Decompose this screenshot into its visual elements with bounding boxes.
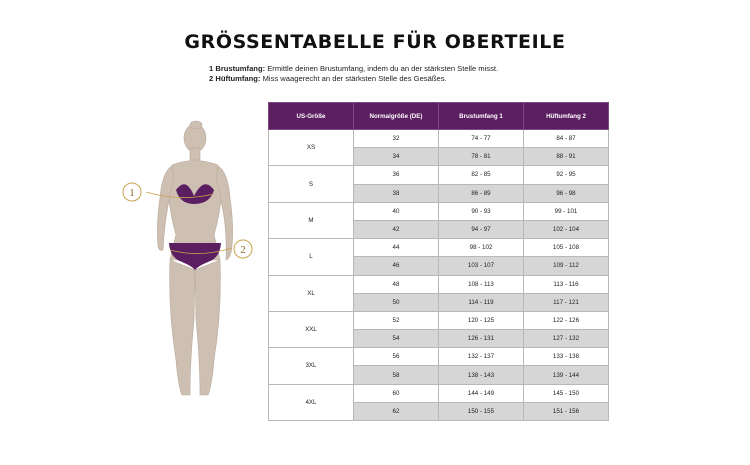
hip-cell: 92 - 95	[524, 166, 609, 184]
chest-cell: 126 - 131	[439, 330, 524, 348]
size-table-body	[269, 130, 609, 421]
de-size-cell: 34	[354, 148, 439, 166]
hip-cell: 84 - 87	[524, 130, 609, 148]
table-row	[269, 239, 609, 257]
table-row	[269, 166, 609, 184]
hip-cell: 139 - 144	[524, 366, 609, 384]
measurement-instructions	[209, 64, 498, 84]
table-row	[269, 384, 609, 402]
size-table	[268, 102, 609, 421]
page-title: GRÖSSENTABELLE FÜR OBERTEILE	[184, 31, 566, 53]
hip-cell: 122 - 126	[524, 311, 609, 329]
de-size-cell: 38	[354, 184, 439, 202]
chest-cell: 138 - 143	[439, 366, 524, 384]
de-size-cell: 60	[354, 384, 439, 402]
us-size-cell: XL	[269, 275, 354, 311]
chest-cell: 74 - 77	[439, 130, 524, 148]
de-size-cell: 48	[354, 275, 439, 293]
header-chest: Brustumfang 1	[439, 103, 524, 130]
de-size-cell: 42	[354, 220, 439, 238]
header-hip: Hüftumfang 2	[524, 103, 609, 130]
de-size-cell: 40	[354, 202, 439, 220]
table-row	[269, 311, 609, 329]
de-size-cell: 58	[354, 366, 439, 384]
table-row	[269, 275, 609, 293]
de-size-cell: 54	[354, 330, 439, 348]
us-size-cell: S	[269, 166, 354, 202]
hip-cell: 145 - 150	[524, 384, 609, 402]
chest-cell: 94 - 97	[439, 220, 524, 238]
chest-cell: 98 - 102	[439, 239, 524, 257]
header-de-size: Normalgröße (DE)	[354, 103, 439, 130]
hip-cell: 99 - 101	[524, 202, 609, 220]
de-size-cell: 46	[354, 257, 439, 275]
us-size-cell: XS	[269, 130, 354, 166]
de-size-cell: 52	[354, 311, 439, 329]
hip-cell: 113 - 116	[524, 275, 609, 293]
hip-cell: 88 - 91	[524, 148, 609, 166]
hip-cell: 151 - 156	[524, 402, 609, 420]
body-figure-illustration	[110, 110, 260, 410]
chest-cell: 132 - 137	[439, 348, 524, 366]
instruction-hip: 2 Hüftumfang: Miss waagerecht an der stärksten Stelle des Gesäßes.	[209, 74, 447, 83]
chest-cell: 86 - 89	[439, 184, 524, 202]
hip-cell: 109 - 112	[524, 257, 609, 275]
table-row	[269, 130, 609, 148]
chest-cell: 78 - 81	[439, 148, 524, 166]
de-size-cell: 62	[354, 402, 439, 420]
us-size-cell: 3XL	[269, 348, 354, 384]
table-header-row	[269, 103, 609, 130]
marker-2: 2	[240, 244, 246, 256]
hip-cell: 133 - 138	[524, 348, 609, 366]
us-size-cell: 4XL	[269, 384, 354, 420]
marker-1: 1	[129, 187, 135, 199]
chest-cell: 144 - 149	[439, 384, 524, 402]
instruction-chest: 1 Brustumfang: Ermittle deinen Brustumfang, indem du an der stärksten Stelle misst.	[209, 64, 499, 73]
hip-cell: 117 - 121	[524, 293, 609, 311]
chest-cell: 90 - 93	[439, 202, 524, 220]
de-size-cell: 50	[354, 293, 439, 311]
hip-cell: 96 - 98	[524, 184, 609, 202]
table-row	[269, 202, 609, 220]
hip-cell: 105 - 108	[524, 239, 609, 257]
us-size-cell: M	[269, 202, 354, 238]
chest-cell: 150 - 155	[439, 402, 524, 420]
chest-cell: 103 - 107	[439, 257, 524, 275]
header-us-size: US-Größe	[269, 103, 354, 130]
chest-cell: 108 - 113	[439, 275, 524, 293]
chest-cell: 120 - 125	[439, 311, 524, 329]
de-size-cell: 56	[354, 348, 439, 366]
us-size-cell: L	[269, 239, 354, 275]
de-size-cell: 36	[354, 166, 439, 184]
hip-cell: 127 - 132	[524, 330, 609, 348]
de-size-cell: 32	[354, 130, 439, 148]
chest-cell: 82 - 85	[439, 166, 524, 184]
chest-cell: 114 - 119	[439, 293, 524, 311]
hip-cell: 102 - 104	[524, 220, 609, 238]
table-row	[269, 348, 609, 366]
de-size-cell: 44	[354, 239, 439, 257]
us-size-cell: XXL	[269, 311, 354, 347]
